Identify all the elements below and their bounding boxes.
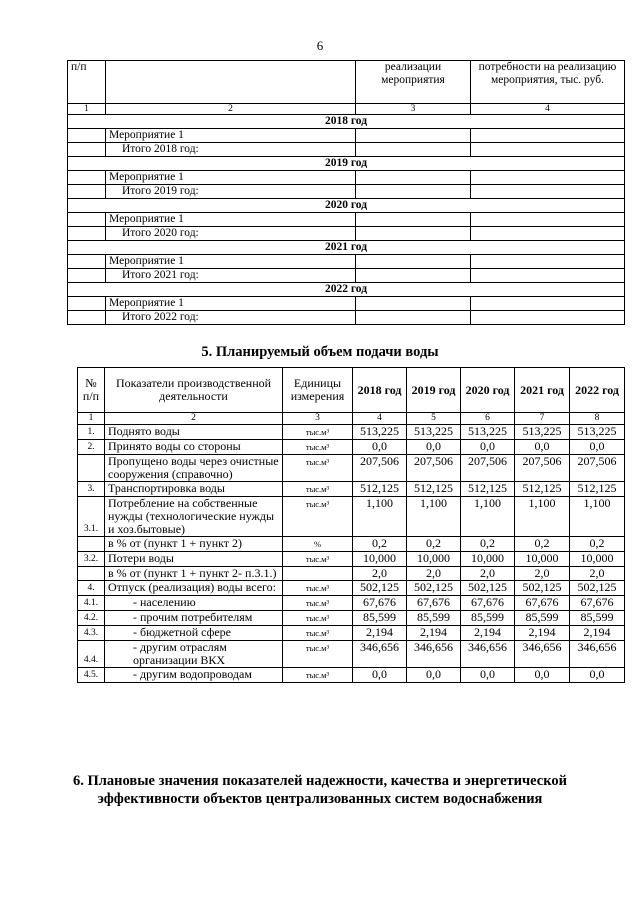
row-index — [68, 129, 106, 143]
unit-cell: тыс.м³ — [283, 668, 353, 683]
row-index — [68, 227, 106, 241]
data-row — [78, 626, 625, 641]
header-year: 2022 год — [570, 368, 625, 413]
unit-cell: тыс.м³ — [283, 552, 353, 567]
value-cell: 0,0 — [407, 668, 461, 683]
unit-cell: тыс.м³ — [283, 611, 353, 626]
event-name: Мероприятие 1 — [106, 255, 356, 269]
unit-cell: тыс.м³ — [283, 596, 353, 611]
row-index — [68, 269, 106, 283]
table-row — [68, 297, 625, 311]
year-label: 2021 год — [68, 241, 625, 255]
value-cell: 512,125 — [461, 482, 515, 497]
row-index: 2. — [78, 440, 105, 455]
header-cell — [106, 61, 356, 104]
value-cell: 207,506 — [461, 455, 515, 482]
column-number-row — [78, 413, 625, 425]
total-label: Итого 2022 год: — [106, 311, 356, 325]
value-cell: 85,599 — [407, 611, 461, 626]
year-row — [68, 199, 625, 213]
indicator-name: Потребление на собственные нужды (технологические нужды и хоз.бытовые) — [105, 497, 283, 537]
header-cell: потребности на реализацию мероприятия, тыс. руб. — [471, 61, 625, 104]
column-number: 1 — [78, 413, 105, 425]
data-row — [78, 497, 625, 537]
event-value — [356, 129, 471, 143]
value-cell: 2,0 — [461, 567, 515, 581]
column-number: 6 — [461, 413, 515, 425]
value-cell: 67,676 — [515, 596, 570, 611]
year-row — [68, 115, 625, 129]
data-row — [78, 455, 625, 482]
column-number: 2 — [105, 413, 283, 425]
header-num: № п/п — [78, 368, 105, 413]
total-value — [471, 143, 625, 157]
value-cell: 2,0 — [407, 567, 461, 581]
column-number: 8 — [570, 413, 625, 425]
total-value — [356, 227, 471, 241]
value-cell: 502,125 — [515, 581, 570, 596]
year-label: 2020 год — [68, 199, 625, 213]
value-cell: 2,0 — [515, 567, 570, 581]
total-value — [471, 311, 625, 325]
value-cell: 2,194 — [407, 626, 461, 641]
value-cell: 0,0 — [461, 668, 515, 683]
event-value — [356, 255, 471, 269]
value-cell: 513,225 — [515, 425, 570, 440]
value-cell: 2,194 — [353, 626, 407, 641]
table-row — [68, 171, 625, 185]
row-index — [68, 185, 106, 199]
table-row — [68, 255, 625, 269]
column-number-row — [68, 104, 625, 115]
event-value — [471, 255, 625, 269]
header-cell: п/п — [68, 61, 106, 104]
data-row — [78, 581, 625, 596]
value-cell: 67,676 — [461, 596, 515, 611]
total-label: Итого 2018 год: — [106, 143, 356, 157]
value-cell: 346,656 — [353, 641, 407, 668]
event-value — [356, 213, 471, 227]
value-cell: 0,0 — [461, 440, 515, 455]
value-cell: 502,125 — [353, 581, 407, 596]
row-index: 4.2. — [78, 611, 105, 626]
value-cell: 85,599 — [570, 611, 625, 626]
value-cell: 502,125 — [570, 581, 625, 596]
column-number: 4 — [353, 413, 407, 425]
column-number: 2 — [106, 104, 356, 115]
indicator-name: - населению — [105, 596, 283, 611]
column-number: 5 — [407, 413, 461, 425]
table-row — [68, 129, 625, 143]
header-unit: Единицы измерения — [283, 368, 353, 413]
table-header-row — [68, 61, 625, 104]
event-name: Мероприятие 1 — [106, 129, 356, 143]
header-cell: реализации мероприятия — [356, 61, 471, 104]
value-cell: 0,2 — [515, 537, 570, 552]
value-cell: 10,000 — [570, 552, 625, 567]
event-value — [471, 297, 625, 311]
row-index — [68, 143, 106, 157]
event-value — [471, 171, 625, 185]
value-cell: 2,0 — [353, 567, 407, 581]
row-index: 4.1. — [78, 596, 105, 611]
value-cell: 207,506 — [407, 455, 461, 482]
indicator-name: - другим отраслям организации ВКХ — [105, 641, 283, 668]
year-row — [68, 283, 625, 297]
table-header-row — [78, 368, 625, 413]
value-cell: 207,506 — [570, 455, 625, 482]
value-cell: 67,676 — [353, 596, 407, 611]
value-cell: 1,100 — [407, 497, 461, 537]
value-cell: 0,0 — [515, 440, 570, 455]
value-cell: 207,506 — [353, 455, 407, 482]
column-number: 7 — [515, 413, 570, 425]
value-cell: 0,0 — [353, 440, 407, 455]
value-cell: 0,0 — [570, 668, 625, 683]
indicator-name: Потери воды — [105, 552, 283, 567]
event-value — [356, 297, 471, 311]
value-cell: 0,0 — [407, 440, 461, 455]
unit-cell: тыс.м³ — [283, 482, 353, 497]
value-cell: 0,0 — [353, 668, 407, 683]
data-row — [78, 668, 625, 683]
value-cell: 346,656 — [407, 641, 461, 668]
row-index — [68, 171, 106, 185]
unit-cell: % — [283, 537, 353, 552]
section-5-title: 5. Планируемый объем подачи воды — [201, 344, 439, 360]
column-number: 1 — [68, 104, 106, 115]
event-value — [471, 129, 625, 143]
unit-cell: тыс.м³ — [283, 641, 353, 668]
value-cell: 67,676 — [570, 596, 625, 611]
value-cell: 2,194 — [461, 626, 515, 641]
indicator-name: - другим водопроводам — [105, 668, 283, 683]
value-cell: 85,599 — [353, 611, 407, 626]
value-cell: 207,506 — [515, 455, 570, 482]
indicator-name: Принято воды со стороны — [105, 440, 283, 455]
total-label: Итого 2019 год: — [106, 185, 356, 199]
value-cell: 513,225 — [353, 425, 407, 440]
value-cell: 0,2 — [570, 537, 625, 552]
row-index — [78, 537, 105, 552]
unit-cell — [283, 567, 353, 581]
page-number: 6 — [316, 38, 324, 53]
unit-cell: тыс.м³ — [283, 440, 353, 455]
event-value — [356, 171, 471, 185]
row-index: 3. — [78, 482, 105, 497]
total-value — [356, 269, 471, 283]
total-row — [68, 185, 625, 199]
year-label: 2022 год — [68, 283, 625, 297]
table-row — [68, 213, 625, 227]
header-indicator: Показатели производственной деятельности — [105, 368, 283, 413]
value-cell: 512,125 — [353, 482, 407, 497]
row-index: 4.5. — [78, 668, 105, 683]
event-name: Мероприятие 1 — [106, 171, 356, 185]
value-cell: 67,676 — [407, 596, 461, 611]
event-name: Мероприятие 1 — [106, 213, 356, 227]
total-value — [356, 311, 471, 325]
total-value — [356, 185, 471, 199]
row-index: 1. — [78, 425, 105, 440]
total-value — [471, 185, 625, 199]
row-index — [68, 311, 106, 325]
total-row — [68, 143, 625, 157]
row-index — [68, 297, 106, 311]
indicator-name: - прочим потребителям — [105, 611, 283, 626]
value-cell: 346,656 — [570, 641, 625, 668]
indicator-name: Транспортировка воды — [105, 482, 283, 497]
total-row — [68, 311, 625, 325]
value-cell: 85,599 — [461, 611, 515, 626]
value-cell: 2,194 — [570, 626, 625, 641]
total-value — [356, 143, 471, 157]
row-index — [78, 455, 105, 482]
events-table — [67, 60, 625, 325]
value-cell: 0,0 — [515, 668, 570, 683]
value-cell: 0,2 — [407, 537, 461, 552]
indicator-name: в % от (пункт 1 + пункт 2) — [105, 537, 283, 552]
total-row — [68, 227, 625, 241]
value-cell: 502,125 — [407, 581, 461, 596]
data-row — [78, 611, 625, 626]
value-cell: 10,000 — [461, 552, 515, 567]
data-row — [78, 641, 625, 668]
indicator-name: - бюджетной сфере — [105, 626, 283, 641]
header-year: 2019 год — [407, 368, 461, 413]
event-name: Мероприятие 1 — [106, 297, 356, 311]
value-cell: 2,194 — [515, 626, 570, 641]
value-cell: 10,000 — [515, 552, 570, 567]
column-number: 3 — [283, 413, 353, 425]
data-row — [78, 425, 625, 440]
value-cell: 502,125 — [461, 581, 515, 596]
data-row — [78, 482, 625, 497]
unit-cell: тыс.м³ — [283, 455, 353, 482]
value-cell: 512,125 — [515, 482, 570, 497]
column-number: 4 — [471, 104, 625, 115]
row-index: 4.4. — [78, 641, 105, 668]
total-label: Итого 2021 год: — [106, 269, 356, 283]
row-index — [78, 567, 105, 581]
unit-cell: тыс.м³ — [283, 497, 353, 537]
value-cell: 1,100 — [353, 497, 407, 537]
indicator-name: Поднято воды — [105, 425, 283, 440]
unit-cell: тыс.м³ — [283, 581, 353, 596]
value-cell: 10,000 — [353, 552, 407, 567]
value-cell: 85,599 — [515, 611, 570, 626]
row-index — [68, 255, 106, 269]
total-value — [471, 227, 625, 241]
unit-cell: тыс.м³ — [283, 425, 353, 440]
indicator-name: в % от (пункт 1 + пункт 2- п.3.1.) — [105, 567, 283, 581]
year-label: 2018 год — [68, 115, 625, 129]
value-cell: 513,225 — [570, 425, 625, 440]
event-value — [471, 213, 625, 227]
total-value — [471, 269, 625, 283]
value-cell: 10,000 — [407, 552, 461, 567]
value-cell: 512,125 — [407, 482, 461, 497]
value-cell: 346,656 — [461, 641, 515, 668]
total-row — [68, 269, 625, 283]
column-number: 3 — [356, 104, 471, 115]
value-cell: 513,225 — [407, 425, 461, 440]
data-row — [78, 440, 625, 455]
unit-cell: тыс.м³ — [283, 626, 353, 641]
row-index: 3.1. — [78, 497, 105, 537]
data-row — [78, 537, 625, 552]
total-label: Итого 2020 год: — [106, 227, 356, 241]
value-cell: 0,0 — [570, 440, 625, 455]
value-cell: 1,100 — [570, 497, 625, 537]
value-cell: 513,225 — [461, 425, 515, 440]
water-supply-table — [77, 367, 625, 683]
header-year: 2018 год — [353, 368, 407, 413]
indicator-name: Пропущено воды через очистные сооружения (справочно) — [105, 455, 283, 482]
header-year: 2020 год — [461, 368, 515, 413]
year-row — [68, 241, 625, 255]
data-row — [78, 596, 625, 611]
row-index — [68, 213, 106, 227]
value-cell: 2,0 — [570, 567, 625, 581]
value-cell: 512,125 — [570, 482, 625, 497]
row-index: 3.2. — [78, 552, 105, 567]
value-cell: 346,656 — [515, 641, 570, 668]
header-year: 2021 год — [515, 368, 570, 413]
value-cell: 1,100 — [461, 497, 515, 537]
value-cell: 0,2 — [461, 537, 515, 552]
indicator-name: Отпуск (реализация) воды всего: — [105, 581, 283, 596]
row-index: 4.3. — [78, 626, 105, 641]
data-row — [78, 567, 625, 581]
value-cell: 0,2 — [353, 537, 407, 552]
section-6-title: 6. Плановые значения показателей надежности, качества и энергетической эффективности объектов централизованных систем водоснабжения — [73, 773, 567, 807]
row-index: 4. — [78, 581, 105, 596]
data-row — [78, 552, 625, 567]
year-label: 2019 год — [68, 157, 625, 171]
year-row — [68, 157, 625, 171]
value-cell: 1,100 — [515, 497, 570, 537]
